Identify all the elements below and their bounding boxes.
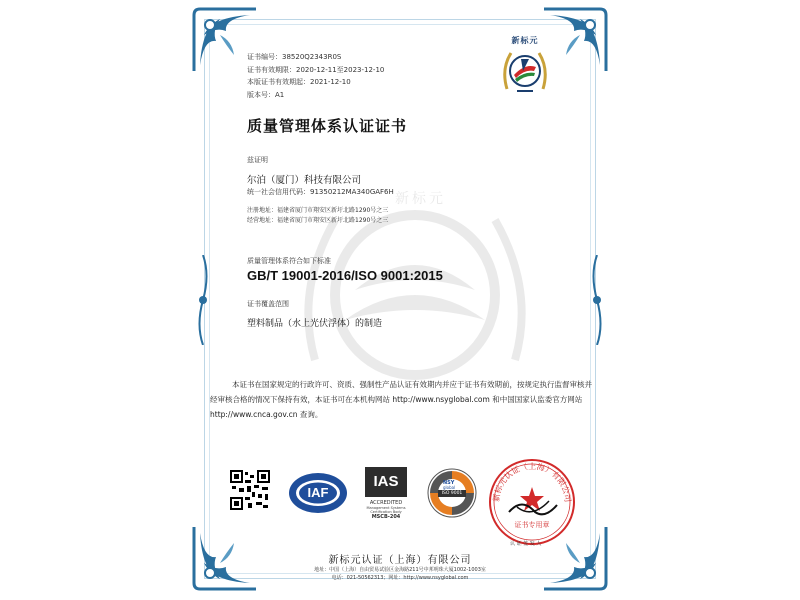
- qr-code-icon: [230, 470, 270, 510]
- signatory-label: 认 证 签 发 人: [510, 541, 542, 547]
- certificate-number: 证书编号：38520Q2343R0S: [247, 53, 342, 61]
- watermark-text: 新标元: [395, 191, 446, 207]
- business-address: 经营地址：福建省厦门市翔安区新圩北路1290号之三: [247, 217, 389, 224]
- ias-sub1: Management Systems: [366, 506, 406, 510]
- validity-statement: 本证书在国家规定的行政许可、资质、强制性产品认证有效期内并应于证书有效期前，按规定执行监督审核并经审核合格的情况下保持有效，本证书可在本机构网站 http://www.nsyglobal.com 和中国国家认监委官方网站 http://www.cnca.gov.cn 查询。: [210, 380, 592, 419]
- credit-code: 统一社会信用代码：91350212MA340GAF6H: [247, 188, 394, 196]
- scope-label: 证书覆盖范围: [247, 300, 289, 308]
- iaf-logo: [288, 472, 348, 514]
- scope-text: 塑料制品（水上光伏浮体）的制造: [247, 319, 383, 329]
- nsy-global-text: global: [443, 485, 456, 490]
- brand-logo-text: 新标元: [511, 36, 539, 45]
- certificate: [190, 5, 610, 593]
- certificate-meta: [247, 51, 384, 101]
- certificate-title: 质量管理体系认证证书: [247, 117, 408, 135]
- laurel-logo-icon: [501, 45, 549, 97]
- ias-sub2: Certification Body: [370, 510, 402, 514]
- standard-name: GB/T 19001-2016/ISO 9001:2015: [247, 268, 443, 283]
- issuer-address: 地址：中国（上海）自由贸易试验区金海路211号中邦明珠大厦1002-1003室: [314, 567, 486, 573]
- company-name: 尔泊（厦门）科技有限公司: [247, 175, 362, 186]
- nsy-global-logo: [426, 467, 478, 519]
- brand-logo: [495, 35, 555, 99]
- certify-label: 兹证明: [247, 156, 268, 164]
- ias-text: IAS: [365, 467, 407, 497]
- issuer-contact: 电话：021-50562313；网址：http://www.nsyglobal.com: [331, 575, 469, 581]
- ias-code: MSCB-204: [371, 514, 401, 520]
- ias-logo: [365, 467, 407, 537]
- nsy-top-text: NSY: [443, 480, 455, 486]
- registered-address: 注册地址：福建省厦门市翔安区新圩北路1290号之三: [247, 207, 389, 214]
- validity-period: 证书有效期限：2020-12-11至2023-12-10: [247, 65, 385, 74]
- side-ornament-icon: [590, 255, 604, 345]
- standard-intro: 质量管理体系符合如下标准: [247, 257, 331, 265]
- version-number: 版本号：A1: [247, 90, 285, 99]
- iaf-text: IAF: [307, 485, 329, 500]
- issuer-name: 新标元认证（上海）有限公司: [328, 555, 472, 566]
- side-ornament-icon: [196, 255, 210, 345]
- version-valid-from: 本版证书有效期起：2021-12-10: [247, 78, 351, 86]
- seal-bottom-text: 证书专用章: [514, 521, 550, 529]
- nsy-iso-text: ISO 9001: [441, 491, 463, 496]
- company-seal-icon: [487, 457, 577, 547]
- seal-arc-text: 新标元认证（上海）有限公司: [491, 461, 573, 503]
- ias-accredited: ACCREDITED: [369, 500, 403, 506]
